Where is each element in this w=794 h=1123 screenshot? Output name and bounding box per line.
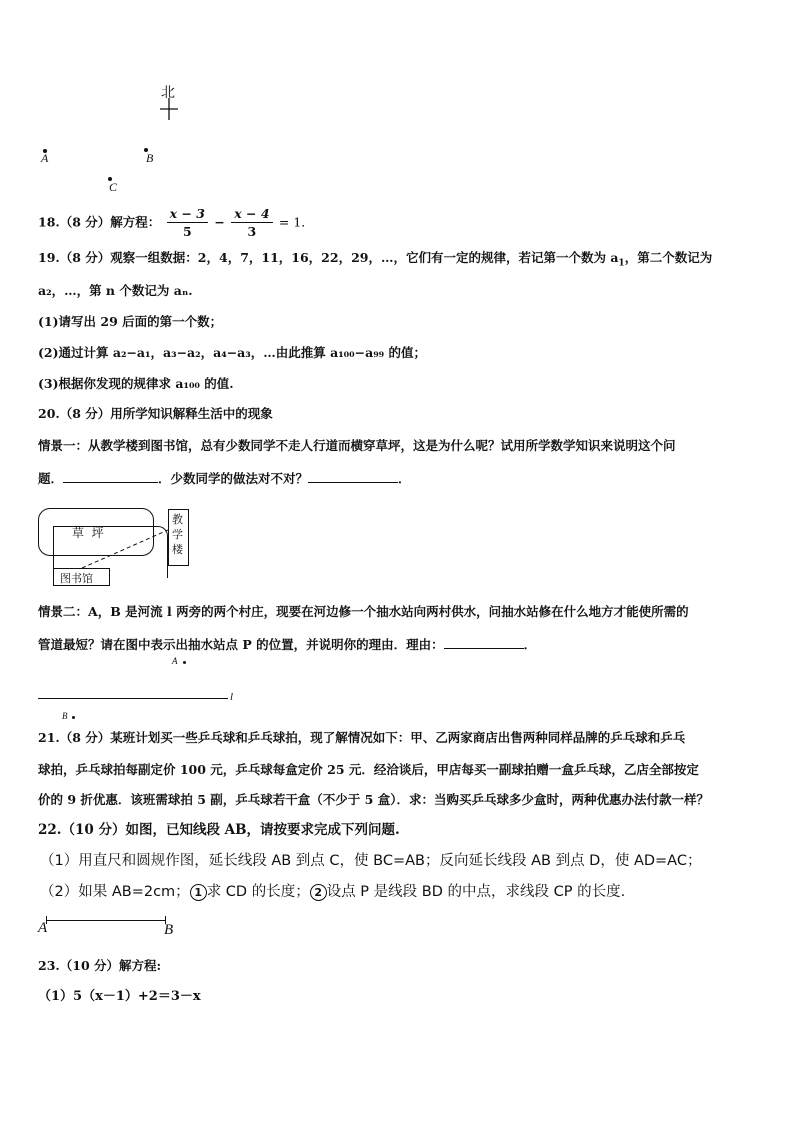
q21-line-1: 21.（8 分）某班计划买一些乒乓球和乒乓球拍，现了解情况如下：甲、乙两家商店出售两种同样品牌的乒乓球和乒乓 xyxy=(38,730,686,745)
segment-b-label: B xyxy=(164,922,174,938)
q18-line xyxy=(38,205,314,240)
q23-head: 23.（10 分）解方程: xyxy=(38,958,162,973)
q19-text-1b: ，第二个数记为 xyxy=(624,250,713,265)
q20-s2-text-b: ． xyxy=(523,637,537,652)
q18-fraction-2 xyxy=(231,205,272,240)
q18-f2-den: 3 xyxy=(247,224,257,239)
q22-circle-2: 2 xyxy=(310,884,327,901)
q22-part-2 xyxy=(40,884,625,901)
point-c-label: C xyxy=(109,180,118,194)
shortcut-dashed-line xyxy=(80,528,170,570)
q20-s1-text-a: 题． xyxy=(38,471,64,486)
q20-answer-blank-1[interactable] xyxy=(63,470,158,483)
q19-text-1a: 19.（8 分）观察一组数据：2，4，7，11，16，22，29，…，它们有一定的规律，若记第一个数为 a xyxy=(38,250,619,265)
q22-part-1: （1）用直尺和圆规作图，延长线段 AB 到点 C，使 BC=AB；反向延长线段 AB 到点 D，使 AD=AC； xyxy=(40,853,702,869)
village-b-label: B xyxy=(62,711,68,721)
q20-answer-blank-3[interactable] xyxy=(444,636,524,649)
river-line xyxy=(38,698,228,699)
q22-head: 22.（10 分）如图，已知线段 AB，请按要求完成下列问题. xyxy=(38,822,400,838)
q18-head: 18.（8 分）解方程： xyxy=(38,214,161,230)
q20-answer-blank-2[interactable] xyxy=(308,470,398,483)
q19-line-1 xyxy=(38,250,712,272)
q20-s1-text-b: ．少数同学的做法对不对？ xyxy=(158,471,309,486)
q21-line-3: 价的 9 折优惠．该班需球拍 5 副，乒乓球若干盒（不少于 5 盒）．求：当购买乒乓球多少盒时，两种优惠办法付款一样？ xyxy=(38,792,709,807)
village-b-dot xyxy=(72,716,75,719)
segment-a-label: A xyxy=(38,920,48,936)
q22-circle-1: 1 xyxy=(190,884,207,901)
q19-part-2: (2)通过计算 a₂−a₁，a₃−a₂，a₄−a₃，…由此推算 a₁₀₀−a₉₉ 的值； xyxy=(38,345,426,360)
q20-head: 20.（8 分）用所学知识解释生活中的现象 xyxy=(38,406,273,421)
q22-p2-text-a: （2）如果 AB=2cm； xyxy=(40,884,190,900)
q20-s1-text-c: ． xyxy=(398,471,411,486)
q19-part-1: (1)请写出 29 后面的第一个数； xyxy=(38,314,223,329)
q20-scene2-line-2 xyxy=(38,636,536,653)
q20-scene2-line-1: 情景二：A，B 是河流 l 两旁的两个村庄，现要在河边修一个抽水站向两村供水，问抽水站修在什么地方才能使所需的 xyxy=(38,604,689,619)
q19-line-2: a₂，…，第 n 个数记为 aₙ. xyxy=(38,283,193,298)
river-l-label: l xyxy=(230,691,234,703)
q21-line-2: 球拍，乒乓球拍每副定价 100 元，乒乓球每盒定价 25 元．经洽谈后，甲店每买一副球拍赠一盒乒乓球，乙店全部按定 xyxy=(38,762,699,777)
q18-tail: = 1． xyxy=(278,214,314,230)
library-label: 图书馆 xyxy=(60,572,93,585)
north-cross xyxy=(158,98,180,120)
grass-label: 草 坪 xyxy=(72,526,104,540)
q23-part-1: （1）5（x－1）+2＝3－x xyxy=(38,989,201,1004)
q19-sub-1: 1 xyxy=(618,258,625,269)
point-b-label: B xyxy=(146,151,154,165)
q20-scene1-line-2 xyxy=(38,470,411,487)
q20-s2-text-a: 管道最短？请在图中表示出抽水站点 P 的位置，并说明你的理由．理由： xyxy=(38,637,444,652)
q18-minus: − xyxy=(214,214,225,230)
q18-f1-den: 5 xyxy=(182,224,192,239)
segment-ab-line xyxy=(46,920,166,921)
q18-f2-num: x − 4 xyxy=(231,205,272,223)
point-a-label: A xyxy=(41,151,49,165)
q22-p2-text-b: 求 CD 的长度； xyxy=(206,884,310,900)
village-a-dot xyxy=(183,661,186,664)
q18-fraction-1 xyxy=(167,205,208,240)
north-label: 北 xyxy=(161,85,175,101)
q18-f1-num: x − 3 xyxy=(167,205,208,223)
q19-part-3: (3)根据你发现的规律求 a₁₀₀ 的值. xyxy=(38,376,234,391)
village-a-label: A xyxy=(172,656,178,666)
q22-p2-text-c: 设点 P 是线段 BD 的中点，求线段 CP 的长度. xyxy=(326,884,626,900)
building-label: 教学楼 xyxy=(172,513,183,556)
q20-scene1-line-1: 情景一：从教学楼到图书馆，总有少数同学不走人行道而横穿草坪，这是为什么呢？试用所学数学知识来说明这个问 xyxy=(38,438,676,453)
